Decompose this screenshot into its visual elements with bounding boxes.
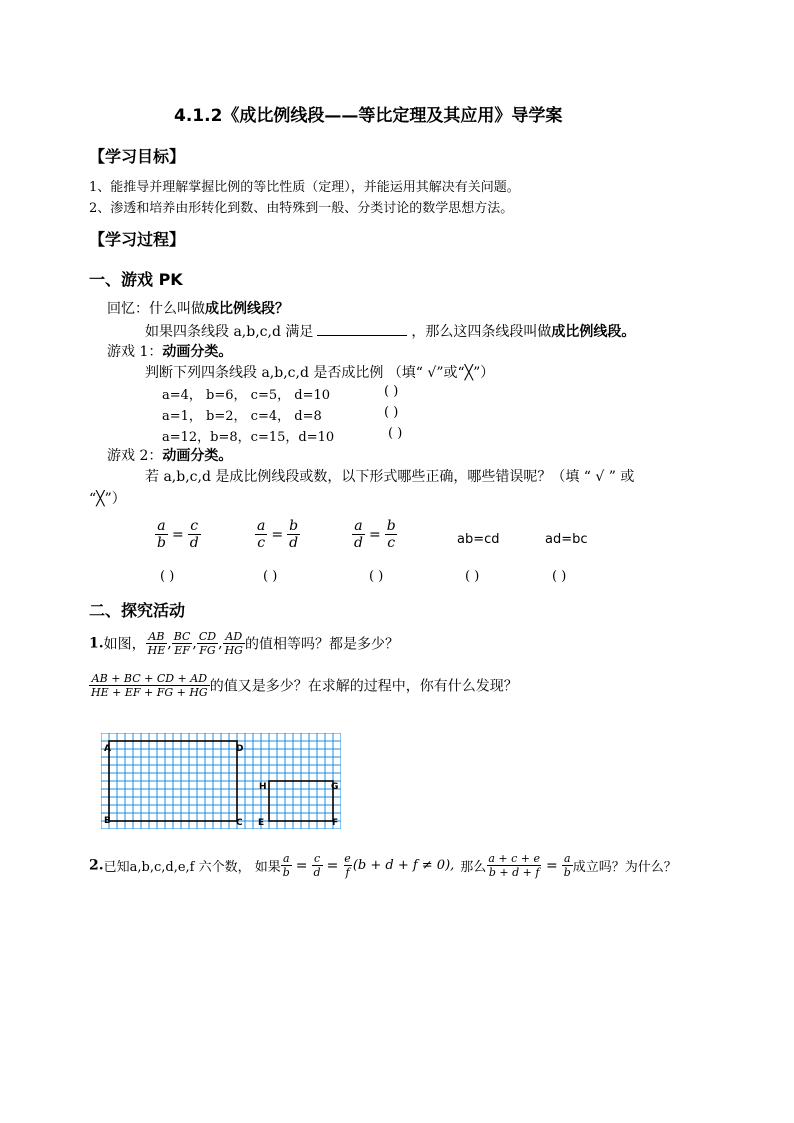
fraction: $\frac{a}{b}$ [282,852,290,879]
q2-line: 2.已知a,b,c,d,e,f 六个数， 如果 $\frac{a}{b}$ = $\frac{c}{d}$ = $\frac{e}{f}$ (b + d + f ≠ 0), 那么 $\frac{a + c + e}{b + d + f}$ = $\frac{a}{b}$ 成立吗？为什么？ [89,852,677,879]
question-line-2: “╳”） [89,491,126,507]
grid-label-e: E [258,818,265,828]
game1-label [107,341,232,361]
q2-condition: (b + d + f ≠ 0), [352,858,455,873]
fraction: $\frac{c}{d}$ [189,518,199,551]
recall-bold: 成比例线段？ [205,301,289,317]
q1-text: 如图， [103,636,146,653]
game1-prefix: 游戏 1： [107,344,163,360]
q2-text: 已知a,b,c,d,e,f 六个数， 如果 [103,860,281,875]
fraction-ad-hg: $\frac{AD}{HG}$ [224,630,243,657]
fraction: $\frac{b}{c}$ [386,518,396,551]
game2-label [107,445,232,465]
process-heading: 【学习过程】 [89,230,186,249]
grid-figure [101,733,341,829]
fraction: $\frac{b}{d}$ [289,518,299,551]
game1-bold: 动画分类。 [162,344,233,360]
goal-item-2: 2、渗透和培养由形转化到数、由特殊到一般、分类讨论的数学思想方法。 [89,201,514,216]
answer-box-1[interactable]: ( ) [160,569,175,584]
q2-then: 那么 [460,860,487,875]
recall-question [107,298,289,318]
game2-bold: 动画分类。 [162,448,233,464]
answer-box-3[interactable]: ( ) [369,569,384,584]
fraction-ab-he: $\frac{AB}{HE}$ [147,630,166,657]
q1-sum-line [89,672,518,699]
q1-sum-tail: 的值又是多少？在求解的过程中，你有什么发现？ [209,678,518,695]
row-2-values: a=1， b=2， c=4， d=8 [162,409,322,424]
form-1: $\frac{a}{b}$ = $\frac{c}{d}$ [157,518,199,551]
grid-label-c: C [236,818,243,828]
recall-prefix: 回忆：什么叫做 [107,301,205,317]
judge-instruction: 判断下列四条线段 a,b,c,d 是否成比例 （填“ √”或“╳”） [145,365,495,381]
fraction: $\frac{a}{d}$ [354,518,363,551]
form-5: ad=bc [545,532,588,547]
fraction: $\frac{a}{c}$ [257,518,266,551]
grid-label-a: A [104,744,111,754]
row-3-mark[interactable]: ( ) [388,426,403,441]
answer-box-2[interactable]: ( ) [263,569,278,584]
grid-label-h: H [259,782,267,792]
game2-prefix: 游戏 2： [107,448,163,464]
q2-number: 2. [89,857,104,874]
definition-prefix: 如果四条线段 a,b,c,d 满足 [145,324,314,340]
definition-bold: 成比例线段。 [551,324,636,340]
row-1-values: a=4， b=6， c=5， d=10 [162,388,330,403]
fraction-bc-ef: $\frac{BC}{EF}$ [173,630,191,657]
answer-blank[interactable] [317,323,407,336]
answer-box-5[interactable]: ( ) [552,569,567,584]
goals-heading: 【学习目标】 [89,147,186,166]
q2-tail: 成立吗？为什么？ [572,860,677,875]
fraction: $\frac{a}{b}$ [157,518,166,551]
grid-label-d: D [236,744,244,754]
q1-number: 1. [89,635,104,652]
row-3-values: a=12，b=8，c=15，d=10 [162,430,335,445]
form-4: ab=cd [457,532,500,547]
grid-label-f: F [332,818,339,828]
definition-line [145,321,635,341]
fraction: $\frac{c}{d}$ [313,852,321,879]
fraction-sum-lhs: $\frac{a + c + e}{b + d + f}$ [488,852,540,879]
answer-box-4[interactable]: ( ) [465,569,480,584]
page-title: 4.1.2《成比例线段——等比定理及其应用》导学案 [174,106,563,126]
definition-mid: ，那么这四条线段叫做 [411,324,552,340]
row-2-mark[interactable]: ( ) [384,405,399,420]
part1-heading: 一、游戏 PK [89,270,183,289]
form-2: $\frac{a}{c}$ = $\frac{b}{d}$ [257,518,299,551]
fraction-sum: $\frac{AB + BC + CD + AD}{HE + EF + FG + HG}$ [91,672,208,699]
row-1-mark[interactable]: ( ) [384,384,399,399]
fraction: $\frac{e}{f}$ [344,852,351,879]
fraction-cd-fg: $\frac{CD}{FG}$ [198,630,217,657]
goal-item-1: 1、能推导并理解掌握比例的等比性质（定理），并能运用其解决有关问题。 [89,180,520,195]
form-3: $\frac{a}{d}$ = $\frac{b}{c}$ [354,518,396,551]
q1-tail: 的值相等吗？都是多少？ [244,636,399,653]
grid-label-b: B [104,816,111,826]
fraction: $\frac{a}{b}$ [563,852,571,879]
grid-label-g: G [331,782,339,792]
q1-line: 1.如图， $\frac{AB}{HE}$ , $\frac{BC}{EF}$ , $\frac{CD}{FG}$ , $\frac{AD}{HG}$ 的值相等吗？都是多少？ [89,630,399,657]
part2-heading: 二、探究活动 [89,601,186,620]
question-line-1: 若 a,b,c,d 是成比例线段或数，以下形式哪些正确，哪些错误呢？（填 “ √ ” 或 [145,469,635,485]
